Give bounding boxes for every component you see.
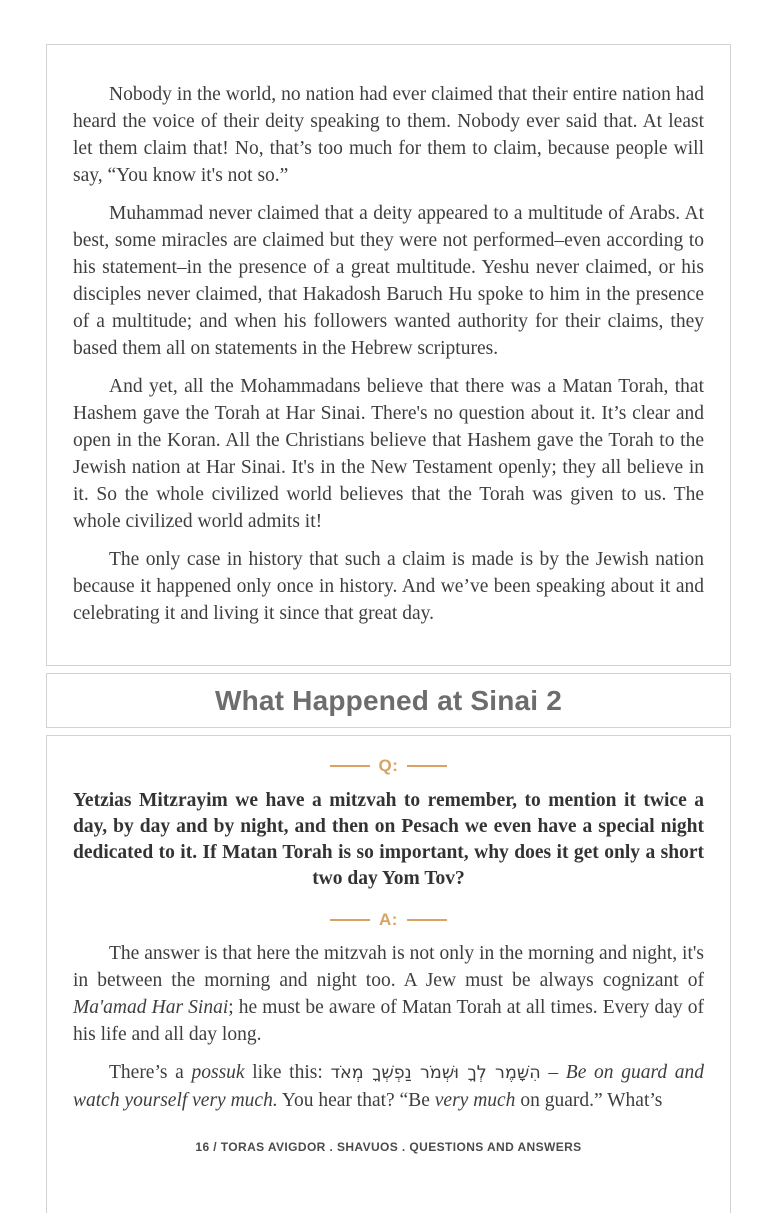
qa-section xyxy=(46,735,731,1213)
section-title: What Happened at Sinai 2 xyxy=(214,684,563,716)
article-paragraph: And yet, all the Mohammadans believe that there was a Matan Torah, that Hashem gave the Torah at Har Sinai. There's no question about it. It’s clear and open in the Koran. All the Christians believe that Hashem gave the Torah to the Jewish nation at Har Sinai. It's in the New Testament openly; they all believe in it. So the whole civilized world believes that the Torah was given to us. The whole civilized world admits it! xyxy=(73,376,704,532)
divider-dash-right xyxy=(407,765,447,767)
answer-paragraph: The answer is that here the mitzvah is not only in the morning and night, it's in between the morning and night too. A Jew must be always cognizant of Ma'amad Har Sinai; he must be aware of Matan Torah at all times. Every day of his life and all day long. xyxy=(73,943,704,1045)
question-text: Yetzias Mitzrayim we have a mitzvah to remember, to mention it twice a day, by day and by night, and then on Pesach we even have a special night dedicated to it. If Matan Torah is so important, why does it get only a short two day Yom Tov? xyxy=(73,790,704,889)
answer-label: A: xyxy=(379,910,398,929)
article-paragraph: Nobody in the world, no nation had ever claimed that their entire nation had heard the voice of their deity speaking to them. Nobody ever said that. At least let them claim that! No, that’s too much for them to claim, because people will say, “You know it's not so.” xyxy=(73,84,704,186)
page-container xyxy=(46,44,731,1213)
divider-dash-left xyxy=(330,765,370,767)
divider-dash-left xyxy=(330,919,370,921)
answer-paragraph: There’s a possuk like this: הִשָּׁמֶר לְךָ וּשְׁמֹר נַפְשְׁךָ מְאֹד – Be on guard and watch yourself very much. You hear that? “Be very much on guard.” What’s xyxy=(73,1062,704,1111)
question-divider xyxy=(73,756,704,776)
question-label: Q: xyxy=(378,756,399,775)
answer-divider xyxy=(73,910,704,930)
section-heading-band xyxy=(46,673,731,728)
article-paragraph: Muhammad never claimed that a deity appeared to a multitude of Arabs. At best, some miracles are claimed but they were not performed–even according to his statement–in the presence of a great multitude. Yeshu never claimed, or his disciples never claimed, that Hakadosh Baruch Hu spoke to him in the presence of a multitude; and when his followers wanted authority for their claims, they based them all on statements in the Hebrew scriptures. xyxy=(73,203,704,359)
page-footer: 16 / TORAS AVIGDOR . SHAVUOS . QUESTIONS AND ANSWERS xyxy=(195,1140,582,1154)
article-paragraph: The only case in history that such a claim is made is by the Jewish nation because it happened only once in history. And we’ve been speaking about it and celebrating it and living it since that great day. xyxy=(73,549,704,624)
article-section xyxy=(46,44,731,666)
divider-dash-right xyxy=(407,919,447,921)
